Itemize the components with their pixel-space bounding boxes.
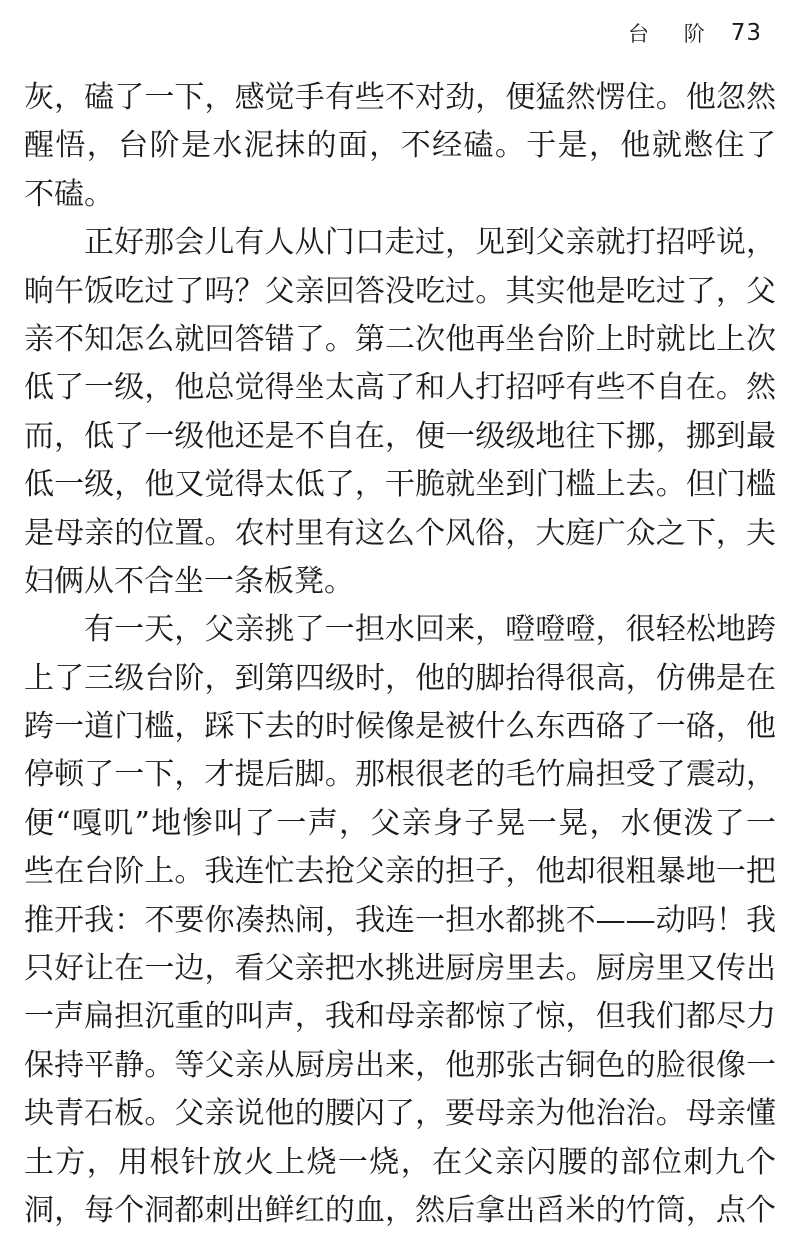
body-text [24,74,776,1235]
text-line: 保持平静。等父亲从厨房出来，他那张古铜色的脸很像一 [24,1047,776,1083]
text-line: 上了三级台阶，到第四级时，他的脚抬得很高，仿佛是在 [24,660,776,696]
text-line: 而，低了一级他还是不自在，便一级级地往下挪，挪到最 [24,418,776,454]
chapter-title: 台 阶 [628,22,719,46]
text-line: 便“嘎叽”地惨叫了一声，父亲身子晃一晃，水便泼了一 [24,805,776,841]
text-line: 亲不知怎么就回答错了。第二次他再坐台阶上时就比上次 [24,321,776,357]
running-header [628,16,762,50]
text-line: 是母亲的位置。农村里有这么个风俗，大庭广众之下，夫 [24,515,776,551]
text-line: 块青石板。父亲说他的腰闪了，要母亲为他治治。母亲懂 [24,1096,776,1132]
text-line: 洞，每个洞都刺出鲜红的血，然后拿出舀米的竹筒，点个 [24,1192,776,1228]
text-line: 跨一道门槛，踩下去的时候像是被什么东西硌了一硌，他 [24,709,776,745]
text-line: 不磕。 [24,176,114,212]
text-line: 妇俩从不合坐一条板凳。 [24,563,354,599]
text-line: 醒悟，台阶是水泥抹的面，不经磕。于是，他就憋住了 [24,128,776,164]
text-line: 只好让在一边，看父亲把水挑进厨房里去。厨房里又传出 [24,951,776,987]
text-line: 正好那会儿有人从门口走过，见到父亲就打招呼说， [84,225,776,261]
text-line: 灰，磕了一下，感觉手有些不对劲，便猛然愣住。他忽然 [24,80,776,115]
text-line: 停顿了一下，才提后脚。那根很老的毛竹扁担受了震动， [24,757,776,793]
text-line: 低一级，他又觉得太低了，干脆就坐到门槛上去。但门槛 [24,467,776,503]
text-line: 推开我：不要你凑热闹，我连一担水都挑不——动吗！我 [24,902,776,938]
text-line: 些在台阶上。我连忙去抢父亲的担子，他却很粗暴地一把 [24,854,776,890]
text-line: 晌午饭吃过了吗？父亲回答没吃过。其实他是吃过了，父 [24,273,776,309]
text-line: 一声扁担沉重的叫声，我和母亲都惊了惊，但我们都尽力 [24,999,776,1035]
text-line: 土方，用根针放火上烧一烧，在父亲闪腰的部位刺九个 [24,1144,776,1180]
text-line: 低了一级，他总觉得坐太高了和人打招呼有些不自在。然 [24,370,776,406]
page-number: 73 [730,20,762,46]
text-line: 有一天，父亲挑了一担水回来，噔噔噔，很轻松地跨 [84,612,776,648]
